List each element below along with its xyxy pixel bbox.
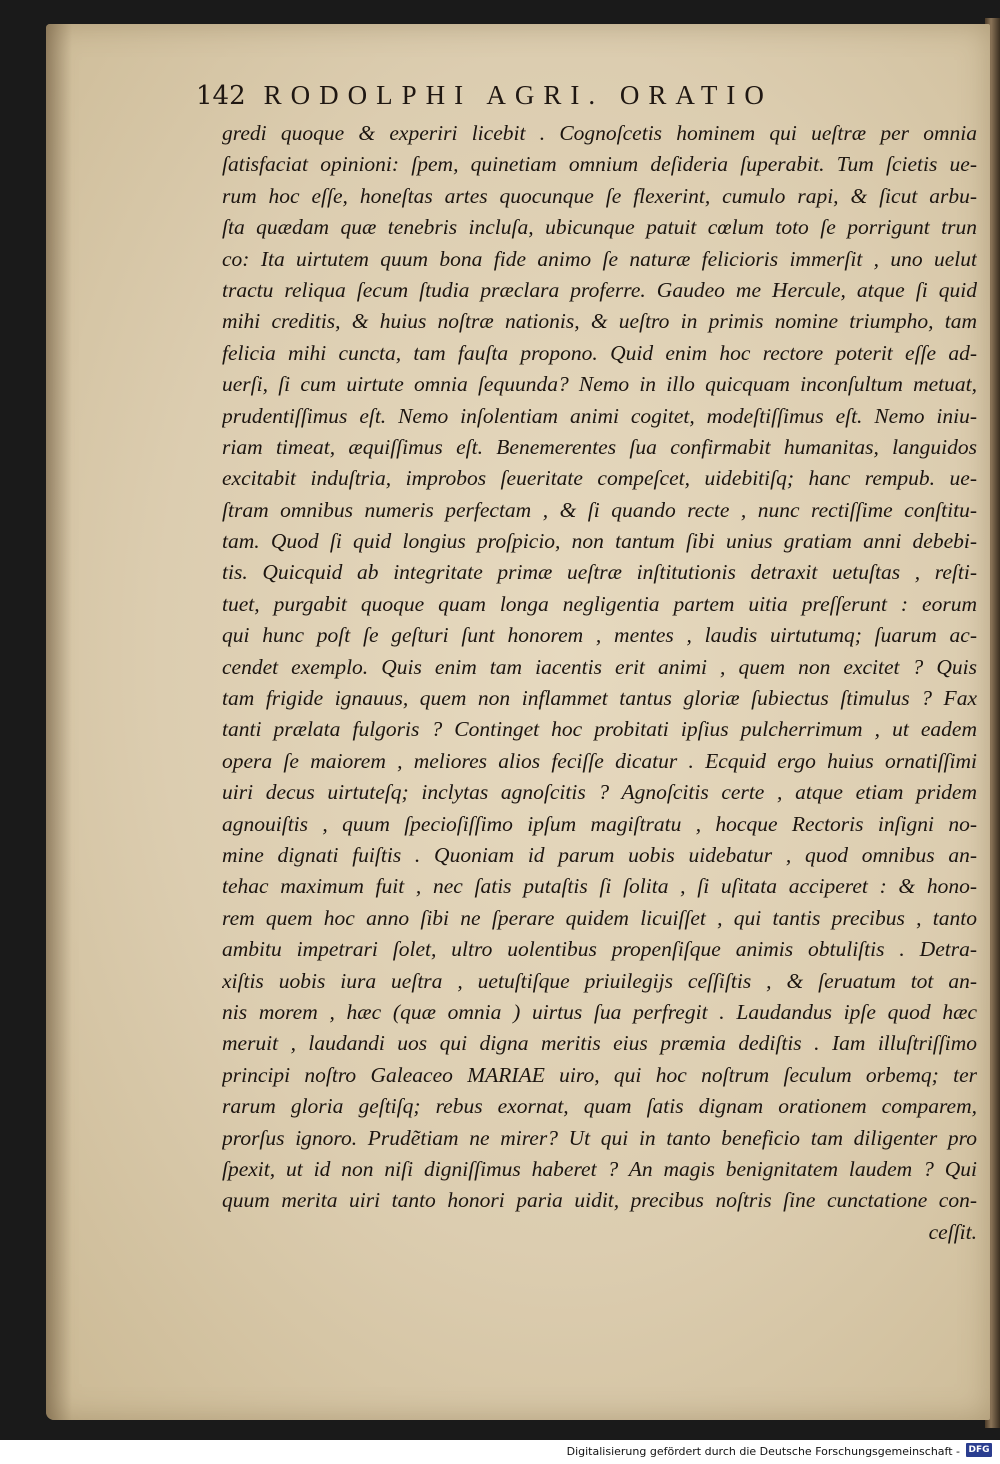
- text-line: tis. Quicquid ab integritate primæ ueſtræ inſtitutionis detraxit uetuſtas , reſti-: [222, 560, 977, 585]
- text-line: uerſi, ſi cum uirtute omnia ſequunda? Nemo in illo quicquam inconſultum metuat,: [222, 372, 977, 397]
- text-line: co: Ita uirtutem quum bona fide animo ſe naturæ felicioris immerſit , uno uelut: [222, 246, 977, 271]
- text-line: excitabit induſtria, improbos ſeueritate compeſcet, uidebitiſq; hanc rempub. ue-: [222, 466, 977, 491]
- text-line: gredi quoque & experiri licebit . Cognoſcetis hominem qui ueſtræ per omnia: [222, 121, 977, 145]
- text-line: meruit , laudandi uos qui digna meritis eius præmia dediſtis . Iam illuſtriſſimo: [222, 1031, 977, 1056]
- text-line: qui hunc poſt ſe geſturi ſunt honorem , mentes , laudis uirtutumq; ſuarum ac-: [222, 623, 977, 648]
- text-line: opera ſe maiorem , meliores alios feciſſe dicatur . Ecquid ergo huius ornatiſſimi: [222, 748, 977, 773]
- text-line: riam timeat, æquiſſimus eſt. Benemerentes ſua confirmabit humanitas, languidos: [222, 434, 977, 459]
- text-line: prudentiſſimus eſt. Nemo inſolentiam animi cogitet, modeſtiſſimus eſt. Nemo iniu-: [222, 403, 977, 428]
- text-line: xiſtis uobis iura ueſtra , uetuſtiſque priuilegijs ceſſiſtis , & ſeruatum tot an-: [222, 968, 977, 993]
- text-line: tam frigide ignauus, quem non inflammet tantus gloriæ ſubiectus ſtimulus ? Fax: [222, 686, 977, 711]
- text-line: prorſus ignoro. Prudẽtiam ne mirer? Ut qui in tanto beneficio tam diligenter pro: [222, 1125, 977, 1150]
- running-head-title: RODOLPHI AGRI. ORATIO: [263, 80, 773, 110]
- dfg-logo: DFG: [966, 1443, 992, 1457]
- text-line: rum hoc eſſe, honeſtas artes quocunque ſe flexerint, cumulo rapi, & ſicut arbu-: [222, 183, 977, 208]
- page-number: 142: [196, 81, 246, 111]
- text-line: tam. Quod ſi quid longius proſpicio, non tantum ſibi unius gratiam anni debebi-: [222, 529, 977, 554]
- text-line: mine dignati fuiſtis . Quoniam id parum uobis uidebatur , quod omnibus an-: [222, 842, 977, 867]
- text-line: felicia mihi cuncta, tam fauſta propono. Quid enim hoc rectore poterit eſſe ad-: [222, 340, 977, 365]
- text-line: quum merita uiri tanto honori paria uidit, precibus noſtris ſine cunctatione con-: [222, 1188, 977, 1213]
- text-line: principi noſtro Galeaceo MARIAE uiro, qui hoc noſtrum ſeculum orbemq; ter: [222, 1062, 977, 1087]
- text-line: agnouiſtis , quum ſpecioſiſſimo ipſum magiſtratu , hocque Rectoris inſigni no-: [222, 811, 977, 836]
- body-text: [222, 118, 977, 1248]
- text-line: rarum gloria geſtiſq; rebus exornat, quam ſatis dignam orationem comparem,: [222, 1094, 977, 1119]
- text-line: ſta quædam quæ tenebris incluſa, ubicunque patuit cœlum toto ſe porrigunt trun: [222, 215, 977, 240]
- text-line: tehac maximum fuit , nec ſatis putaſtis ſi ſolita , ſi uſitata acciperet : & hono-: [222, 874, 977, 899]
- running-head: [196, 80, 936, 111]
- funding-credit: Digitalisierung gefördert durch die Deutsche Forschungsgemeinschaft -: [566, 1445, 960, 1458]
- text-line: tuet, purgabit quoque quam longa negligentia partem uitia preſſerunt : eorum: [222, 591, 977, 616]
- text-line: ambitu impetrari ſolet, ultro uolentibus propenſiſque animis obtuliſtis . Detra-: [222, 937, 977, 962]
- text-line: ſpexit, ut id non niſi digniſſimus haberet ? An magis benignitatem laudem ? Qui: [222, 1156, 977, 1181]
- text-line: tanti prælata fulgoris ? Continget hoc probitati ipſius pulcherrimum , ut eadem: [222, 717, 977, 742]
- text-line: rem quem hoc anno ſibi ne ſperare quidem licuiſſet , qui tantis precibus , tanto: [222, 905, 977, 930]
- text-line: uiri decus uirtuteſq; inclytas agnoſcitis ? Agnoſcitis certe , atque etiam pridem: [222, 780, 977, 805]
- text-line: ceſſit.: [928, 1219, 977, 1244]
- text-line: ſatisfaciat opinioni: ſpem, quinetiam omnium deſideria ſuperabit. Tum ſcietis ue-: [222, 152, 977, 177]
- text-line: cendet exemplo. Quis enim tam iacentis erit animi , quem non excitet ? Quis: [222, 654, 977, 679]
- text-line: ſtram omnibus numeris perfectam , & ſi quando recte , nunc rectiſſime conſtitu-: [222, 497, 977, 522]
- text-line: mihi creditis, & huius noſtræ nationis, & ueſtro in primis nomine triumpho, tam: [222, 309, 977, 334]
- text-line: tractu reliqua ſecum ſtudia præclara proferre. Gaudeo me Hercule, atque ſi quid: [222, 277, 977, 302]
- text-line: nis morem , hæc (quæ omnia ) uirtus ſua perfregit . Laudandus ipſe quod hæc: [222, 999, 977, 1024]
